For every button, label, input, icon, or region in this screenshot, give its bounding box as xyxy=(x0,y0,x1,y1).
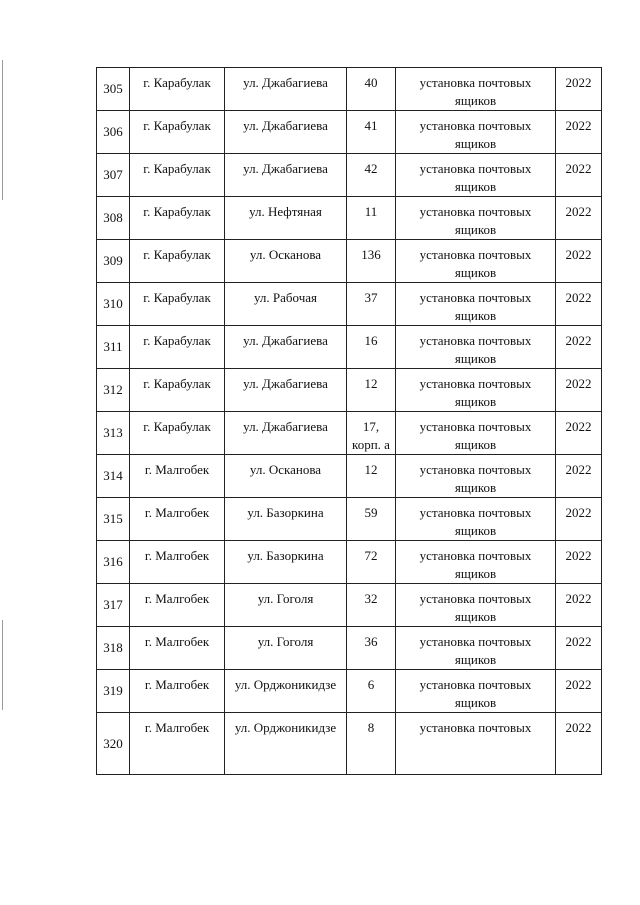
year-cell: 2022 xyxy=(556,498,602,541)
year-cell: 2022 xyxy=(556,455,602,498)
work-type-cell: установка почтовых ящиков xyxy=(396,68,556,111)
house-number-cell: 72 xyxy=(347,541,396,584)
table-row xyxy=(97,197,602,240)
work-type-cell: установка почтовых ящиков xyxy=(396,326,556,369)
year-cell: 2022 xyxy=(556,670,602,713)
house-number-cell: 12 xyxy=(347,455,396,498)
row-number: 308 xyxy=(97,197,130,240)
work-type-cell: установка почтовых xyxy=(396,713,556,775)
work-type-cell: установка почтовых ящиков xyxy=(396,197,556,240)
street-cell: ул. Рабочая xyxy=(225,283,347,326)
house-number-cell: 11 xyxy=(347,197,396,240)
table-row xyxy=(97,154,602,197)
table-row xyxy=(97,713,602,775)
table-row xyxy=(97,326,602,369)
street-cell: ул. Осканова xyxy=(225,455,347,498)
street-cell: ул. Нефтяная xyxy=(225,197,347,240)
city-cell: г. Малгобек xyxy=(130,455,225,498)
year-cell: 2022 xyxy=(556,412,602,455)
year-cell: 2022 xyxy=(556,369,602,412)
house-number-cell: 59 xyxy=(347,498,396,541)
city-cell: г. Карабулак xyxy=(130,111,225,154)
year-cell: 2022 xyxy=(556,240,602,283)
row-number: 312 xyxy=(97,369,130,412)
work-type-cell: установка почтовых ящиков xyxy=(396,111,556,154)
row-number: 316 xyxy=(97,541,130,584)
row-number: 313 xyxy=(97,412,130,455)
table-row xyxy=(97,369,602,412)
row-number: 314 xyxy=(97,455,130,498)
street-cell: ул. Джабагиева xyxy=(225,111,347,154)
registry-table-body xyxy=(97,68,602,775)
house-number-cell: 17, корп. а xyxy=(347,412,396,455)
street-cell: ул. Джабагиева xyxy=(225,369,347,412)
row-number: 309 xyxy=(97,240,130,283)
house-number-cell: 36 xyxy=(347,627,396,670)
street-cell: ул. Орджоникидзе xyxy=(225,713,347,775)
row-number: 319 xyxy=(97,670,130,713)
street-cell: ул. Джабагиева xyxy=(225,412,347,455)
row-number: 318 xyxy=(97,627,130,670)
work-type-cell: установка почтовых ящиков xyxy=(396,369,556,412)
work-type-cell: установка почтовых ящиков xyxy=(396,283,556,326)
row-number: 317 xyxy=(97,584,130,627)
street-cell: ул. Базоркина xyxy=(225,541,347,584)
house-number-cell: 42 xyxy=(347,154,396,197)
house-number-cell: 8 xyxy=(347,713,396,775)
street-cell: ул. Орджоникидзе xyxy=(225,670,347,713)
year-cell: 2022 xyxy=(556,541,602,584)
house-number-cell: 40 xyxy=(347,68,396,111)
city-cell: г. Карабулак xyxy=(130,240,225,283)
city-cell: г. Малгобек xyxy=(130,584,225,627)
street-cell: ул. Гоголя xyxy=(225,584,347,627)
house-number-cell: 32 xyxy=(347,584,396,627)
year-cell: 2022 xyxy=(556,111,602,154)
house-number-cell: 16 xyxy=(347,326,396,369)
table-row xyxy=(97,584,602,627)
year-cell: 2022 xyxy=(556,283,602,326)
house-number-cell: 6 xyxy=(347,670,396,713)
table-row xyxy=(97,670,602,713)
scan-margin-mark xyxy=(2,60,3,200)
year-cell: 2022 xyxy=(556,154,602,197)
city-cell: г. Карабулак xyxy=(130,326,225,369)
work-type-cell: установка почтовых ящиков xyxy=(396,584,556,627)
table-row xyxy=(97,498,602,541)
row-number: 305 xyxy=(97,68,130,111)
work-type-cell: установка почтовых ящиков xyxy=(396,627,556,670)
city-cell: г. Карабулак xyxy=(130,412,225,455)
street-cell: ул. Базоркина xyxy=(225,498,347,541)
table-row xyxy=(97,68,602,111)
house-number-cell: 136 xyxy=(347,240,396,283)
table-row xyxy=(97,240,602,283)
registry-table xyxy=(96,67,602,775)
row-number: 311 xyxy=(97,326,130,369)
city-cell: г. Карабулак xyxy=(130,154,225,197)
city-cell: г. Карабулак xyxy=(130,369,225,412)
city-cell: г. Малгобек xyxy=(130,670,225,713)
table-row xyxy=(97,111,602,154)
work-type-cell: установка почтовых ящиков xyxy=(396,240,556,283)
city-cell: г. Карабулак xyxy=(130,283,225,326)
work-type-cell: установка почтовых ящиков xyxy=(396,412,556,455)
city-cell: г. Карабулак xyxy=(130,197,225,240)
table-row xyxy=(97,283,602,326)
year-cell: 2022 xyxy=(556,713,602,775)
row-number: 310 xyxy=(97,283,130,326)
work-type-cell: установка почтовых ящиков xyxy=(396,670,556,713)
street-cell: ул. Осканова xyxy=(225,240,347,283)
city-cell: г. Малгобек xyxy=(130,713,225,775)
house-number-cell: 37 xyxy=(347,283,396,326)
city-cell: г. Малгобек xyxy=(130,627,225,670)
year-cell: 2022 xyxy=(556,68,602,111)
row-number: 320 xyxy=(97,713,130,775)
work-type-cell: установка почтовых ящиков xyxy=(396,541,556,584)
street-cell: ул. Джабагиева xyxy=(225,154,347,197)
year-cell: 2022 xyxy=(556,627,602,670)
row-number: 307 xyxy=(97,154,130,197)
street-cell: ул. Джабагиева xyxy=(225,326,347,369)
year-cell: 2022 xyxy=(556,197,602,240)
row-number: 306 xyxy=(97,111,130,154)
work-type-cell: установка почтовых ящиков xyxy=(396,154,556,197)
house-number-cell: 41 xyxy=(347,111,396,154)
table-row xyxy=(97,541,602,584)
row-number: 315 xyxy=(97,498,130,541)
house-number-cell: 12 xyxy=(347,369,396,412)
city-cell: г. Карабулак xyxy=(130,68,225,111)
year-cell: 2022 xyxy=(556,326,602,369)
year-cell: 2022 xyxy=(556,584,602,627)
work-type-cell: установка почтовых ящиков xyxy=(396,498,556,541)
work-type-cell: установка почтовых ящиков xyxy=(396,455,556,498)
table-row xyxy=(97,455,602,498)
street-cell: ул. Гоголя xyxy=(225,627,347,670)
table-row xyxy=(97,412,602,455)
street-cell: ул. Джабагиева xyxy=(225,68,347,111)
city-cell: г. Малгобек xyxy=(130,498,225,541)
scan-margin-mark xyxy=(2,620,3,710)
city-cell: г. Малгобек xyxy=(130,541,225,584)
table-row xyxy=(97,627,602,670)
